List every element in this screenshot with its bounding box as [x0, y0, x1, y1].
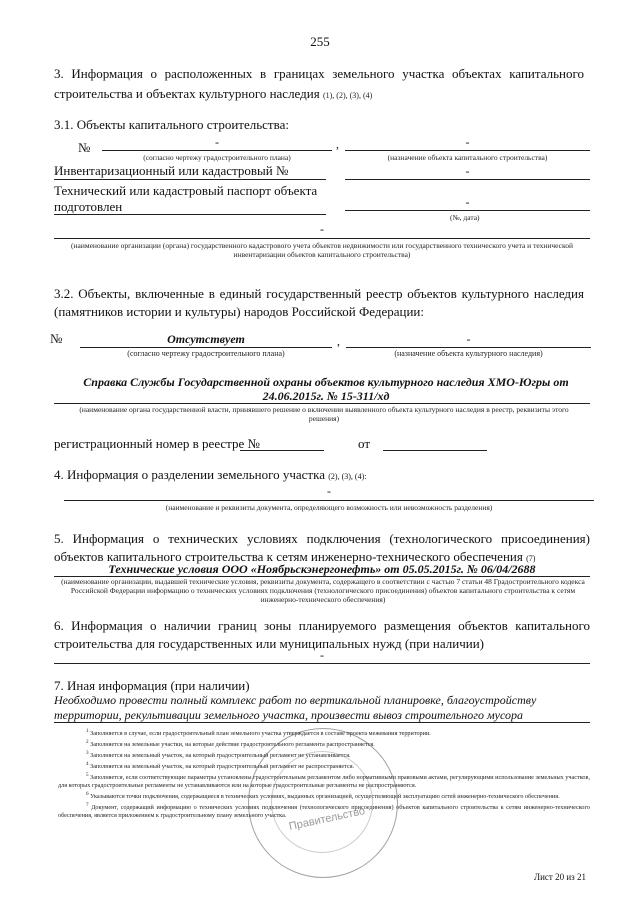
footnote-6: $^6$ Указываются точки подключения, содержащиеся в технических условиях, выданных организацией, осуществляющей эксплуатацию сетей инженерно-технического обеспечения.	[86, 791, 560, 801]
official-stamp	[248, 728, 398, 878]
section-5-value: Технические условия ООО «Ноябрьскэнергонефть» от 05.05.2015г. № 06/04/2688	[108, 562, 536, 576]
heritage-number-value: Отсутствует	[167, 332, 245, 346]
section-4-caption: (наименование и реквизиты документа, определяющего возможность или невозможность разделения)	[165, 503, 493, 512]
object-number-value: -	[215, 135, 219, 149]
heritage-number-label: №	[50, 331, 63, 346]
caption-purpose: (назначение объекта капитального строительства)	[387, 153, 548, 162]
object-number-line	[102, 150, 332, 151]
section-5-caption: (наименование организации, выдавшей технические условия, реквизиты документа, содержащего в соответствии с частью 7 статьи 48 Градостроительного кодекса Российской Федерации информацию о технических условиях подключения (технологического присоединения) объектов капитального строительства к сетям инженерно-технического обеспечения)	[61, 577, 585, 604]
registry-date-line	[383, 450, 487, 451]
heritage-decision: Справка Службы Государственной охраны объектов культурного наследия ХМО-Югры от 24.06.2015г. № 15-311/хд	[83, 375, 569, 403]
section-4-value: -	[327, 484, 331, 498]
passport-label-2: подготовлен	[54, 199, 123, 214]
sheet-counter: Лист 20 из 21	[534, 872, 586, 882]
registry-from-label: от	[358, 436, 371, 451]
footnote-3: $^3$ Заполняется на земельный участок, на который градостроительный регламент не устанавливается.	[86, 750, 351, 760]
caption-organization: (наименование организации (органа) государственного кадастрового учета объектов недвижимости или государственного технического учета и технической инвентаризации объектов капитального строительства)	[70, 241, 574, 259]
inventory-value: -	[465, 164, 470, 178]
section-3-heading-text: 3. Информация о расположенных в границах земельного участка объектах капитального строительства и объектах культурного наследия	[54, 66, 584, 101]
registry-number-line	[240, 450, 324, 451]
section-5-heading-text: 5. Информация о технических условиях подключения (технологического присоединения) объектов капитального строительства к сетям инженерно-технического обеспечения	[54, 531, 590, 564]
heritage-caption-purpose: (назначение объекта культурного наследия)	[394, 349, 543, 358]
section-6-value: -	[320, 648, 324, 662]
passport-value-line	[345, 210, 590, 211]
section-3-refs: (1), (2), (3), (4)	[322, 91, 373, 100]
section-7-line	[54, 722, 590, 723]
section-5-ref: (7)	[526, 554, 536, 563]
section-3-2-heading: 3.2. Объекты, включенные в единый государственный реестр объектов культурного наследия (памятников истории и культуры) народов Российской Федерации:	[54, 286, 584, 319]
section-6-heading: 6. Информация о наличии границ зоны планируемого размещения объектов капитального строительства для государственных или муниципальных нужд (при наличии)	[54, 618, 590, 651]
heritage-decision-line	[54, 403, 590, 404]
footnote-2: $^2$ Заполняется на земельные участки, на которые действие градостроительного регламента распространяется.	[86, 739, 375, 749]
heritage-caption-plan: (согласно чертежу градостроительного плана)	[127, 349, 285, 358]
organization-line	[54, 238, 590, 239]
object-comma: ,	[336, 137, 339, 151]
section-4-refs: (2), (3), (4):	[328, 472, 367, 481]
section-4-line	[64, 500, 594, 501]
passport-value: -	[465, 195, 470, 209]
passport-label-line	[54, 214, 326, 215]
section-7-heading: 7. Иная информация (при наличии)	[54, 678, 250, 693]
official-stamp-text: Правительство	[287, 805, 367, 833]
inventory-label: Инвентаризационный или кадастровый №	[54, 163, 289, 178]
heritage-comma: ,	[337, 334, 340, 348]
inventory-value-line	[345, 179, 590, 180]
registry-label: регистрационный номер в реестре №	[54, 436, 260, 451]
object-purpose-line	[345, 150, 590, 151]
official-stamp-inner-ring	[271, 751, 373, 853]
section-4-heading-text: 4. Информация о разделении земельного участка	[54, 467, 325, 482]
page-number: 255	[310, 34, 330, 49]
heritage-purpose-value: -	[466, 332, 471, 346]
passport-label-1: Технический или кадастровый паспорт объекта	[54, 183, 318, 198]
section-3-1-heading: 3.1. Объекты капитального строительства:	[54, 117, 289, 132]
inventory-label-line	[54, 179, 326, 180]
section-6-line	[54, 663, 590, 664]
caption-date: (№, дата)	[450, 213, 480, 222]
section-3-heading	[54, 64, 584, 104]
footnote-5: $^5$ Заполняется, если соответствующие параметры установлены градостроительным регламентом либо нормативными правовыми актами, регулирующими использование земельных участков, для которых градостроительные регламенты не устанавливаются или на которые градостроительные регламенты не распространяются.	[58, 772, 590, 790]
object-number-label: №	[78, 140, 91, 155]
object-purpose-value: -	[465, 135, 470, 149]
footnote-4: $^4$ Заполняется на земельный участок, на который градостроительный регламент не распространяется.	[86, 761, 355, 771]
heritage-number-line	[80, 347, 332, 348]
section-7-value: Необходимо провести полный комплекс работ по вертикальной планировке, благоустройству территории, рекультивации земельного участка, произвести вывоз строительного мусора	[54, 693, 537, 722]
heritage-purpose-line	[346, 347, 591, 348]
footnote-1: $^1$ Заполняется в случае, если градостроительный план земельного участка утверждается в составе проекта межевания территории.	[86, 728, 431, 738]
caption-plan: (согласно чертежу градостроительного плана)	[143, 153, 291, 162]
section-4-heading	[54, 467, 366, 484]
footnote-7: $^7$ Документ, содержащий информацию о технических условиях подключения (технологического присоединения) объектов капитального строительства к сетям инженерно-технического обеспечения, является приложением к градостроительному плану земельного участка.	[58, 802, 591, 820]
organization-value: -	[320, 222, 324, 236]
heritage-decision-caption: (наименование органа государственной власти, принявшего решение о включении выявленного объекта культурного наследия в реестр, реквизиты этого решения)	[79, 405, 569, 423]
